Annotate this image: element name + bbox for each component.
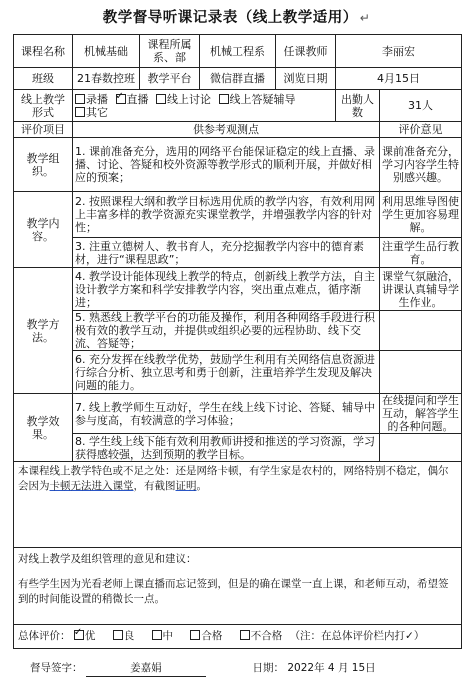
table-row — [14, 138, 462, 192]
table-row — [14, 351, 462, 394]
table-row — [14, 268, 462, 311]
department-value: 机械工程系 — [200, 35, 276, 68]
option-label: 直播 — [126, 92, 149, 106]
attendance-value: 31人 — [380, 90, 462, 122]
evaluation-table — [13, 34, 462, 649]
opinion-3: 注重学生品行教育。 — [380, 238, 462, 268]
criterion-1: 1. 课前准备充分，选用的网络平台能保证稳定的线上直播、录播、讨论、答疑和校外资源等教学形式的顺利开展，并做好相应的预案； — [73, 138, 380, 192]
opinion-4: 课堂气氛融洽，讲课认真辅导学生作业。 — [380, 268, 462, 311]
option-label: 其它 — [86, 105, 108, 119]
opinion-8 — [380, 434, 462, 462]
option-label: 线上答疑辅导 — [229, 92, 296, 106]
suggestions-row — [14, 548, 462, 625]
checkbox-icon — [240, 630, 250, 640]
header-item: 评价项目 — [14, 122, 73, 138]
checkbox-checked-icon — [116, 94, 126, 104]
suggestions-text: 有些学生因为光看老师上课直播而忘记签到，但是的确在课堂一直上课，和老师互动，希望签到的时间能设置的稍微长一点。 — [18, 578, 449, 605]
class-label: 班级 — [14, 68, 73, 90]
teacher-label: 任课教师 — [276, 35, 336, 68]
paragraph-mark: ↵ — [359, 11, 371, 25]
mode-option-qa[interactable] — [219, 93, 296, 106]
rating-option-medium[interactable] — [152, 630, 174, 642]
features-text-b: 卡顿无法进入课堂 — [49, 480, 134, 492]
mode-option-recorded[interactable] — [75, 93, 108, 106]
info-row-course — [14, 35, 462, 68]
features-text-d: 证明 — [175, 480, 197, 492]
option-label: 合格 — [201, 630, 223, 642]
course-name-value: 机械基础 — [73, 35, 140, 68]
option-label: 线上讨论 — [167, 92, 211, 106]
criterion-5: 5. 熟悉线上教学平台的功能及操作，利用各种网络手段进行积极有效的教学互动，并提供或组织必要的远程协助、线下交流、答疑等； — [73, 311, 380, 351]
criterion-4: 4. 教学设计能体现线上教学的特点，创新线上教学方法，自主设计教学方案和科学安排教学内容，突出重点难点，循序渐进； — [73, 268, 380, 311]
checkbox-icon — [75, 107, 85, 117]
department-label: 课程所属系、部 — [140, 35, 200, 68]
rating-option-good[interactable] — [113, 630, 135, 642]
form-title — [0, 6, 473, 27]
criterion-7: 7. 线上教学师生互动好，学生在线上线下讨论、答疑、辅导中参与度高，有较满意的学习体验； — [73, 394, 380, 434]
header-observation: 供参考观测点 — [73, 122, 380, 138]
rating-label: 总体评价： — [18, 630, 71, 642]
info-row-class — [14, 68, 462, 90]
table-row — [14, 311, 462, 351]
date-value: 4月15日 — [336, 68, 462, 90]
mode-label: 线上教学形式 — [14, 90, 73, 122]
title-text: 教学督导听课记录表（线上教学适用） — [102, 10, 358, 26]
category-organization: 教学组织。 — [14, 138, 73, 192]
checkbox-icon — [156, 94, 166, 104]
rating-option-excellent[interactable] — [74, 630, 96, 642]
table-row — [14, 238, 462, 268]
platform-label: 教学平台 — [140, 68, 200, 90]
checkbox-icon — [75, 94, 85, 104]
mode-option-other[interactable] — [75, 106, 108, 119]
option-label: 不合格 — [250, 630, 283, 642]
opinion-7: 在线提问和学生互动，解答学生的各种问题。 — [380, 394, 462, 434]
supervisor-label: 督导签字： — [30, 662, 83, 674]
date-label: 日期： — [252, 662, 285, 674]
rating-row — [14, 625, 462, 649]
checkbox-icon — [219, 94, 229, 104]
category-method: 教学方法。 — [14, 268, 73, 394]
signature-footer — [30, 660, 450, 677]
table-header-row — [14, 122, 462, 138]
features-row — [14, 462, 462, 548]
suggestions-cell — [14, 548, 462, 625]
mode-option-live[interactable] — [116, 93, 149, 106]
suggestions-label: 对线上教学及组织管理的意见和建议： — [18, 553, 197, 565]
criterion-2: 2. 按照课程大纲和教学目标选用优质的教学内容，有效利用网上丰富多样的教学资源充实课堂教学，并增强教学内容的针对性； — [73, 192, 380, 238]
table-row — [14, 192, 462, 238]
features-text-e: 。 — [196, 480, 207, 492]
checkbox-icon — [152, 630, 162, 640]
category-content: 教学内容。 — [14, 192, 73, 268]
course-name-label: 课程名称 — [14, 35, 73, 68]
checkbox-checked-icon — [74, 630, 84, 640]
category-effect: 教学效果。 — [14, 394, 73, 462]
rating-option-fail[interactable] — [240, 630, 283, 642]
table-row — [14, 394, 462, 434]
rating-cell — [14, 625, 462, 649]
option-label: 中 — [162, 630, 174, 642]
spacer — [18, 567, 457, 577]
class-value: 21春数控班 — [73, 68, 140, 90]
option-label: 良 — [123, 630, 135, 642]
supervisor-signature: 姜嘉娟 — [86, 660, 206, 677]
opinion-2: 利用思维导图使学生更加容易理解。 — [380, 192, 462, 238]
features-cell — [14, 462, 462, 548]
features-text-c: ，有截图 — [133, 480, 176, 492]
option-label: 录播 — [86, 92, 108, 106]
mode-option-discussion[interactable] — [156, 93, 211, 106]
checkbox-icon — [190, 630, 200, 640]
rating-option-pass[interactable] — [190, 630, 222, 642]
platform-value: 微信群直播 — [200, 68, 276, 90]
opinion-6 — [380, 351, 462, 394]
teacher-value: 李丽宏 — [336, 35, 462, 68]
table-row — [14, 434, 462, 462]
attendance-label: 出勤人数 — [336, 90, 380, 122]
criterion-6: 6. 充分发挥在线教学优势，鼓励学生利用有关网络信息资源进行综合分析、独立思考和勇于创新，注重培养学生发现及解决问题的能力。 — [73, 351, 380, 394]
features-text-a: 还是网络卡顿，有学生家是农村的，网络特别不稳定，偶尔会因为 — [18, 465, 449, 492]
opinion-1: 课前准备充分，学习内容学生特别感兴趣。 — [380, 138, 462, 192]
option-label: 优 — [84, 630, 96, 642]
checkbox-icon — [113, 630, 123, 640]
criterion-8: 8. 学生线上线下能有效利用教师讲授和推送的学习资源，学习获得感较强，达到预期的教学目标。 — [73, 434, 380, 462]
rating-note: （注：在总体评价栏内打✓） — [289, 630, 425, 642]
header-opinion: 评价意见 — [380, 122, 462, 138]
signature-date: 2022年 4 月 15日 — [287, 662, 376, 674]
opinion-5 — [380, 311, 462, 351]
features-label: 本课程线上教学特色或不足之处： — [18, 465, 176, 477]
date-label: 浏览日期 — [276, 68, 336, 90]
mode-options — [73, 90, 336, 122]
criterion-3: 3. 注重立德树人、教书育人，充分挖掘教学内容中的德育素材，进行“课程思政”； — [73, 238, 380, 268]
info-row-mode — [14, 90, 462, 122]
